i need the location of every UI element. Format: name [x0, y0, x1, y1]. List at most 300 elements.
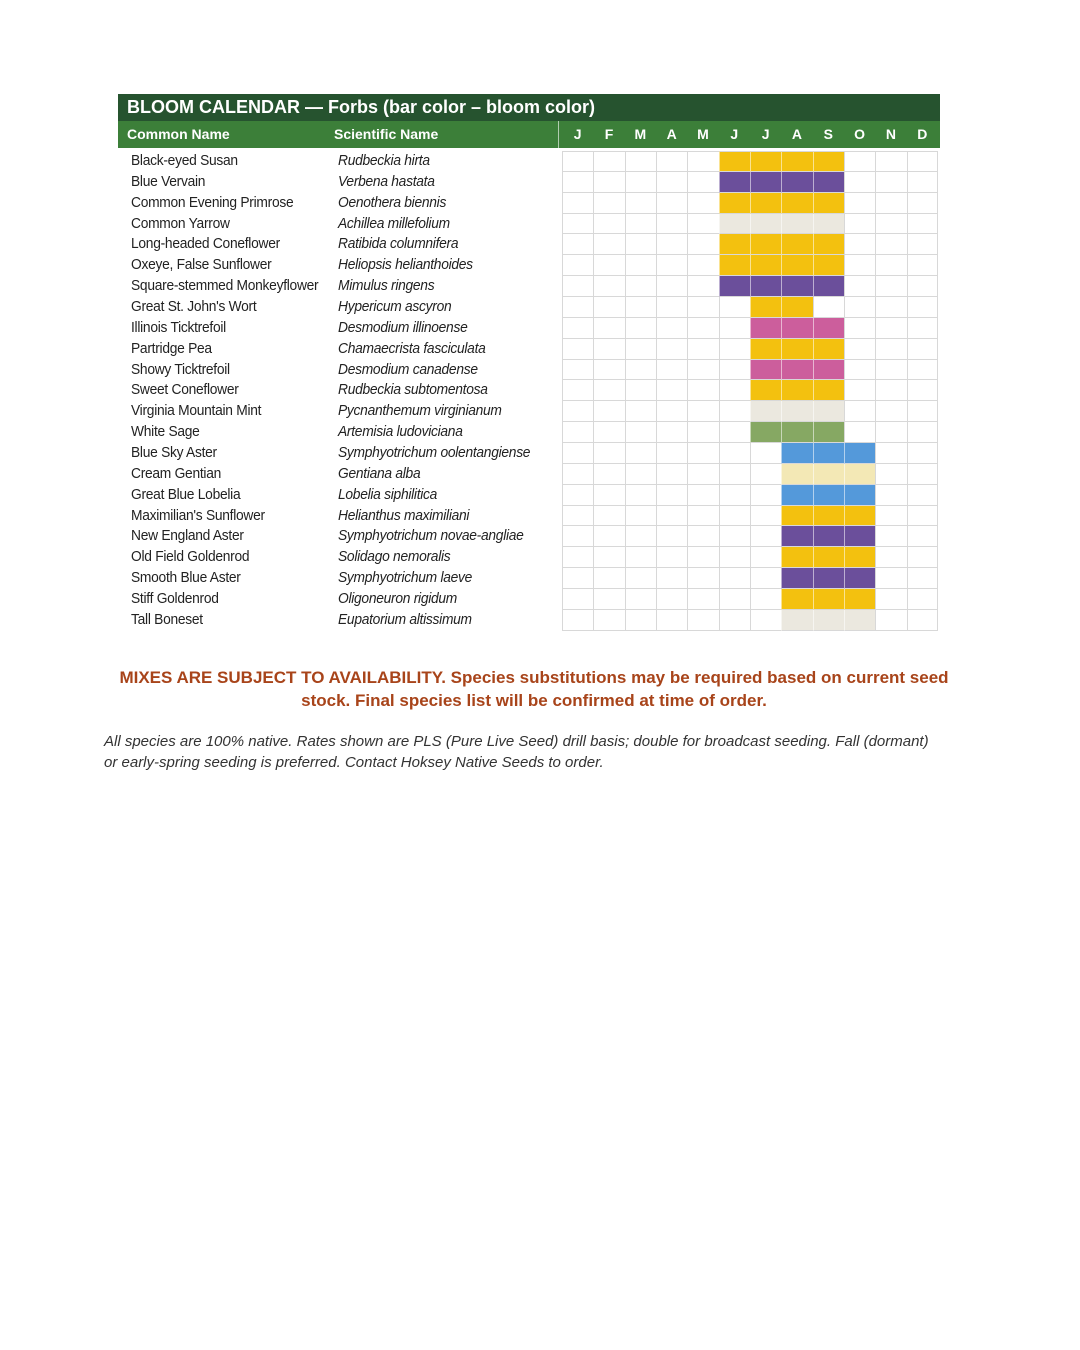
empty-month-cell — [687, 589, 718, 610]
empty-month-cell — [562, 485, 593, 506]
empty-month-cell — [719, 485, 750, 506]
empty-month-cell — [562, 255, 593, 276]
empty-month-cell — [719, 547, 750, 568]
species-row — [118, 339, 940, 360]
bloom-bar-track — [562, 547, 938, 568]
bloom-bar-cell — [719, 276, 750, 297]
bloom-bar-cell — [844, 464, 875, 485]
empty-month-cell — [562, 193, 593, 214]
bloom-bar-cell — [781, 172, 812, 193]
empty-month-cell — [593, 464, 624, 485]
empty-month-cell — [907, 360, 938, 381]
bloom-bar-cell — [781, 318, 812, 339]
common-name: Common Evening Primrose — [131, 193, 294, 211]
bloom-bar-cell — [750, 151, 781, 172]
scientific-name: Ratibida columnifera — [338, 235, 459, 253]
empty-month-cell — [719, 360, 750, 381]
common-name: Maximilian's Sunflower — [131, 506, 265, 524]
empty-month-cell — [844, 401, 875, 422]
empty-month-cell — [875, 401, 906, 422]
empty-month-cell — [625, 526, 656, 547]
species-row — [118, 568, 940, 589]
empty-month-cell — [907, 193, 938, 214]
bloom-bar-track — [562, 276, 938, 297]
month-header-cell: J — [761, 126, 770, 142]
bloom-bar-track — [562, 297, 938, 318]
bloom-bar-cell — [750, 339, 781, 360]
bloom-bar-track — [562, 401, 938, 422]
empty-month-cell — [562, 443, 593, 464]
bloom-bar-cell — [813, 443, 844, 464]
empty-month-cell — [593, 276, 624, 297]
bloom-bar-track — [562, 589, 938, 610]
bloom-bar-track — [562, 318, 938, 339]
empty-month-cell — [593, 214, 624, 235]
bloom-bar-cell — [813, 193, 844, 214]
bloom-bar-track — [562, 234, 938, 255]
common-name: Great St. John's Wort — [131, 298, 257, 316]
empty-month-cell — [687, 234, 718, 255]
bloom-bar-cell — [813, 526, 844, 547]
bloom-bar-cell — [813, 506, 844, 527]
empty-month-cell — [593, 172, 624, 193]
species-row — [118, 485, 940, 506]
empty-month-cell — [625, 568, 656, 589]
empty-month-cell — [593, 318, 624, 339]
common-name: White Sage — [131, 423, 200, 441]
bloom-bar-cell — [844, 568, 875, 589]
empty-month-cell — [719, 568, 750, 589]
bloom-bar-track — [562, 151, 938, 172]
empty-month-cell — [562, 234, 593, 255]
empty-month-cell — [875, 610, 906, 631]
scientific-name: Heliopsis helianthoides — [338, 256, 473, 274]
bloom-bar-cell — [781, 255, 812, 276]
empty-month-cell — [844, 172, 875, 193]
scientific-name: Symphyotrichum oolentangiense — [338, 444, 531, 462]
empty-month-cell — [875, 297, 906, 318]
empty-month-cell — [844, 318, 875, 339]
empty-month-cell — [687, 193, 718, 214]
bloom-bar-cell — [750, 255, 781, 276]
empty-month-cell — [687, 172, 718, 193]
empty-month-cell — [656, 380, 687, 401]
bloom-bar-cell — [781, 443, 812, 464]
empty-month-cell — [875, 422, 906, 443]
empty-month-cell — [719, 297, 750, 318]
bloom-bar-cell — [813, 276, 844, 297]
empty-month-cell — [593, 151, 624, 172]
empty-month-cell — [562, 422, 593, 443]
bloom-bar-cell — [781, 360, 812, 381]
empty-month-cell — [875, 485, 906, 506]
empty-month-cell — [907, 589, 938, 610]
bloom-bar-cell — [813, 485, 844, 506]
bloom-bar-cell — [813, 464, 844, 485]
empty-month-cell — [562, 214, 593, 235]
bloom-bar-cell — [813, 255, 844, 276]
empty-month-cell — [907, 380, 938, 401]
empty-month-cell — [750, 506, 781, 527]
bloom-bar-cell — [781, 568, 812, 589]
bloom-bar-cell — [781, 380, 812, 401]
empty-month-cell — [719, 506, 750, 527]
empty-month-cell — [750, 443, 781, 464]
empty-month-cell — [875, 443, 906, 464]
common-name: Long-headed Coneflower — [131, 235, 280, 253]
empty-month-cell — [656, 360, 687, 381]
bloom-bar-cell — [844, 506, 875, 527]
empty-month-cell — [875, 589, 906, 610]
empty-month-cell — [562, 610, 593, 631]
species-row — [118, 526, 940, 547]
bloom-bar-cell — [813, 172, 844, 193]
empty-month-cell — [625, 610, 656, 631]
species-row — [118, 506, 940, 527]
bloom-bar-cell — [844, 485, 875, 506]
empty-month-cell — [907, 339, 938, 360]
bloom-bar-cell — [781, 589, 812, 610]
empty-month-cell — [907, 443, 938, 464]
common-name: Virginia Mountain Mint — [131, 402, 262, 420]
bloom-calendar — [118, 94, 940, 631]
empty-month-cell — [750, 485, 781, 506]
bloom-bar-cell — [750, 214, 781, 235]
empty-month-cell — [844, 297, 875, 318]
empty-month-cell — [562, 151, 593, 172]
bloom-bar-track — [562, 485, 938, 506]
empty-month-cell — [562, 589, 593, 610]
empty-month-cell — [656, 485, 687, 506]
empty-month-cell — [656, 234, 687, 255]
bloom-bar-cell — [750, 276, 781, 297]
scientific-name: Mimulus ringens — [338, 277, 435, 295]
empty-month-cell — [687, 464, 718, 485]
empty-month-cell — [625, 360, 656, 381]
empty-month-cell — [562, 526, 593, 547]
bloom-bar-cell — [844, 443, 875, 464]
bloom-bar-cell — [813, 339, 844, 360]
common-name-header: Common Name — [127, 126, 230, 142]
bloom-bar-cell — [719, 172, 750, 193]
bloom-bar-cell — [844, 547, 875, 568]
bloom-bar-cell — [750, 360, 781, 381]
empty-month-cell — [593, 589, 624, 610]
empty-month-cell — [625, 172, 656, 193]
scientific-name: Solidago nemoralis — [338, 548, 451, 566]
bloom-bar-cell — [781, 485, 812, 506]
empty-month-cell — [625, 401, 656, 422]
empty-month-cell — [907, 255, 938, 276]
empty-month-cell — [875, 234, 906, 255]
empty-month-cell — [719, 401, 750, 422]
empty-month-cell — [562, 506, 593, 527]
header-divider — [558, 121, 559, 148]
common-name: Old Field Goldenrod — [131, 548, 250, 566]
empty-month-cell — [656, 214, 687, 235]
bloom-bar-cell — [750, 297, 781, 318]
empty-month-cell — [656, 401, 687, 422]
empty-month-cell — [907, 464, 938, 485]
empty-month-cell — [875, 339, 906, 360]
empty-month-cell — [625, 506, 656, 527]
empty-month-cell — [593, 443, 624, 464]
empty-month-cell — [907, 297, 938, 318]
empty-month-cell — [687, 547, 718, 568]
bloom-bar-cell — [781, 151, 812, 172]
empty-month-cell — [875, 151, 906, 172]
bloom-bar-cell — [750, 380, 781, 401]
empty-month-cell — [656, 276, 687, 297]
species-row — [118, 318, 940, 339]
empty-month-cell — [719, 589, 750, 610]
empty-month-cell — [719, 422, 750, 443]
empty-month-cell — [844, 214, 875, 235]
empty-month-cell — [907, 172, 938, 193]
scientific-name: Desmodium illinoense — [338, 318, 468, 336]
empty-month-cell — [562, 568, 593, 589]
empty-month-cell — [687, 360, 718, 381]
empty-month-cell — [593, 360, 624, 381]
empty-month-cell — [656, 193, 687, 214]
bloom-bar-track — [562, 193, 938, 214]
month-header — [562, 121, 938, 148]
empty-month-cell — [562, 360, 593, 381]
empty-month-cell — [687, 255, 718, 276]
common-name: Cream Gentian — [131, 464, 221, 482]
empty-month-cell — [687, 214, 718, 235]
bloom-bar-cell — [813, 214, 844, 235]
month-header-cell: J — [730, 126, 739, 142]
empty-month-cell — [750, 589, 781, 610]
empty-month-cell — [687, 610, 718, 631]
empty-month-cell — [593, 526, 624, 547]
empty-month-cell — [656, 526, 687, 547]
bloom-bar-cell — [813, 401, 844, 422]
empty-month-cell — [593, 547, 624, 568]
empty-month-cell — [907, 234, 938, 255]
species-rows — [118, 151, 940, 631]
empty-month-cell — [656, 610, 687, 631]
empty-month-cell — [656, 339, 687, 360]
empty-month-cell — [593, 297, 624, 318]
empty-month-cell — [907, 401, 938, 422]
bloom-bar-cell — [844, 589, 875, 610]
empty-month-cell — [625, 297, 656, 318]
bloom-bar-cell — [813, 151, 844, 172]
scientific-name: Lobelia siphilitica — [338, 485, 438, 503]
scientific-name: Oligoneuron rigidum — [338, 590, 458, 608]
month-header-cell: M — [634, 126, 647, 142]
empty-month-cell — [875, 193, 906, 214]
common-name: Great Blue Lobelia — [131, 485, 241, 503]
empty-month-cell — [844, 339, 875, 360]
species-row — [118, 610, 940, 631]
empty-month-cell — [625, 339, 656, 360]
common-name: Showy Ticktrefoil — [131, 360, 230, 378]
bloom-bar-cell — [719, 151, 750, 172]
empty-month-cell — [625, 547, 656, 568]
month-header-cell: M — [697, 126, 709, 142]
common-name: Black-eyed Susan — [131, 152, 238, 169]
bloom-bar-track — [562, 172, 938, 193]
empty-month-cell — [844, 380, 875, 401]
common-name: Sweet Coneflower — [131, 381, 239, 399]
empty-month-cell — [875, 464, 906, 485]
empty-month-cell — [562, 401, 593, 422]
bloom-bar-track — [562, 214, 938, 235]
empty-month-cell — [875, 276, 906, 297]
empty-month-cell — [656, 255, 687, 276]
empty-month-cell — [719, 318, 750, 339]
bloom-bar-cell — [813, 610, 844, 631]
empty-month-cell — [625, 151, 656, 172]
species-row — [118, 360, 940, 381]
bloom-bar-cell — [781, 464, 812, 485]
empty-month-cell — [687, 380, 718, 401]
common-name: Blue Vervain — [131, 172, 206, 190]
empty-month-cell — [907, 214, 938, 235]
empty-month-cell — [593, 193, 624, 214]
scientific-name: Rudbeckia subtomentosa — [338, 381, 488, 399]
species-row — [118, 589, 940, 610]
empty-month-cell — [687, 485, 718, 506]
empty-month-cell — [656, 568, 687, 589]
empty-month-cell — [687, 151, 718, 172]
bloom-bar-track — [562, 464, 938, 485]
scientific-name: Gentiana alba — [338, 464, 421, 482]
empty-month-cell — [907, 485, 938, 506]
empty-month-cell — [593, 401, 624, 422]
empty-month-cell — [656, 464, 687, 485]
empty-month-cell — [687, 276, 718, 297]
bloom-bar-cell — [750, 422, 781, 443]
species-row — [118, 401, 940, 422]
empty-month-cell — [625, 422, 656, 443]
species-row — [118, 422, 940, 443]
empty-month-cell — [875, 547, 906, 568]
empty-month-cell — [750, 610, 781, 631]
calendar-header-row — [118, 121, 940, 148]
bloom-bar-cell — [781, 214, 812, 235]
empty-month-cell — [656, 422, 687, 443]
bloom-bar-cell — [781, 547, 812, 568]
bloom-bar-cell — [813, 360, 844, 381]
empty-month-cell — [593, 339, 624, 360]
empty-month-cell — [844, 151, 875, 172]
empty-month-cell — [687, 568, 718, 589]
empty-month-cell — [844, 276, 875, 297]
empty-month-cell — [719, 443, 750, 464]
empty-month-cell — [687, 443, 718, 464]
empty-month-cell — [875, 380, 906, 401]
empty-month-cell — [625, 589, 656, 610]
bloom-bar-cell — [813, 568, 844, 589]
empty-month-cell — [687, 506, 718, 527]
bloom-bar-cell — [750, 318, 781, 339]
month-header-cell: A — [666, 126, 677, 142]
empty-month-cell — [750, 464, 781, 485]
month-header-cell: J — [573, 126, 582, 142]
bloom-bar-cell — [781, 506, 812, 527]
bloom-bar-cell — [781, 422, 812, 443]
common-name: Blue Sky Aster — [131, 444, 217, 462]
empty-month-cell — [875, 568, 906, 589]
empty-month-cell — [656, 506, 687, 527]
empty-month-cell — [625, 255, 656, 276]
empty-month-cell — [875, 360, 906, 381]
species-row — [118, 297, 940, 318]
empty-month-cell — [562, 276, 593, 297]
empty-month-cell — [907, 151, 938, 172]
seeding-footnote: All species are 100% native. Rates shown are PLS (Pure Live Seed) drill basis; double for broadcast seeding. Fall (dormant) or early-spring seeding is preferred. Contact Hoksey Native Seeds to order. — [104, 733, 929, 771]
scientific-name: Helianthus maximiliani — [338, 506, 470, 524]
species-row — [118, 193, 940, 214]
species-row — [118, 276, 940, 297]
empty-month-cell — [593, 422, 624, 443]
empty-month-cell — [719, 380, 750, 401]
bloom-bar-cell — [719, 255, 750, 276]
month-header-cell: F — [604, 126, 614, 142]
empty-month-cell — [844, 360, 875, 381]
species-row — [118, 255, 940, 276]
bloom-bar-cell — [781, 234, 812, 255]
bloom-bar-track — [562, 339, 938, 360]
scientific-name: Oenothera biennis — [338, 193, 447, 211]
empty-month-cell — [562, 339, 593, 360]
empty-month-cell — [875, 526, 906, 547]
bloom-bar-cell — [781, 610, 812, 631]
empty-month-cell — [625, 234, 656, 255]
empty-month-cell — [593, 234, 624, 255]
empty-month-cell — [687, 318, 718, 339]
empty-month-cell — [625, 380, 656, 401]
empty-month-cell — [593, 380, 624, 401]
empty-month-cell — [687, 401, 718, 422]
empty-month-cell — [844, 255, 875, 276]
species-row — [118, 151, 940, 172]
empty-month-cell — [656, 547, 687, 568]
bloom-bar-cell — [781, 526, 812, 547]
empty-month-cell — [875, 214, 906, 235]
species-row — [118, 214, 940, 235]
empty-month-cell — [656, 589, 687, 610]
empty-month-cell — [907, 610, 938, 631]
common-name: Square-stemmed Monkeyflower — [131, 277, 319, 295]
empty-month-cell — [875, 318, 906, 339]
scientific-name: Rudbeckia hirta — [338, 152, 430, 169]
empty-month-cell — [844, 422, 875, 443]
empty-month-cell — [875, 506, 906, 527]
empty-month-cell — [750, 547, 781, 568]
bloom-bar-cell — [750, 401, 781, 422]
empty-month-cell — [656, 151, 687, 172]
month-header-cell: N — [885, 126, 896, 142]
bloom-bar-cell — [813, 589, 844, 610]
month-header-cell: S — [823, 126, 833, 142]
month-header-cell: A — [791, 126, 803, 142]
scientific-name: Achillea millefolium — [338, 214, 450, 232]
bloom-bar-cell — [781, 339, 812, 360]
bloom-bar-cell — [813, 422, 844, 443]
empty-month-cell — [750, 568, 781, 589]
bloom-bar-cell — [813, 547, 844, 568]
empty-month-cell — [562, 297, 593, 318]
scientific-name: Verbena hastata — [338, 172, 435, 190]
empty-month-cell — [875, 255, 906, 276]
common-name: New England Aster — [131, 527, 244, 545]
bloom-bar-track — [562, 360, 938, 381]
